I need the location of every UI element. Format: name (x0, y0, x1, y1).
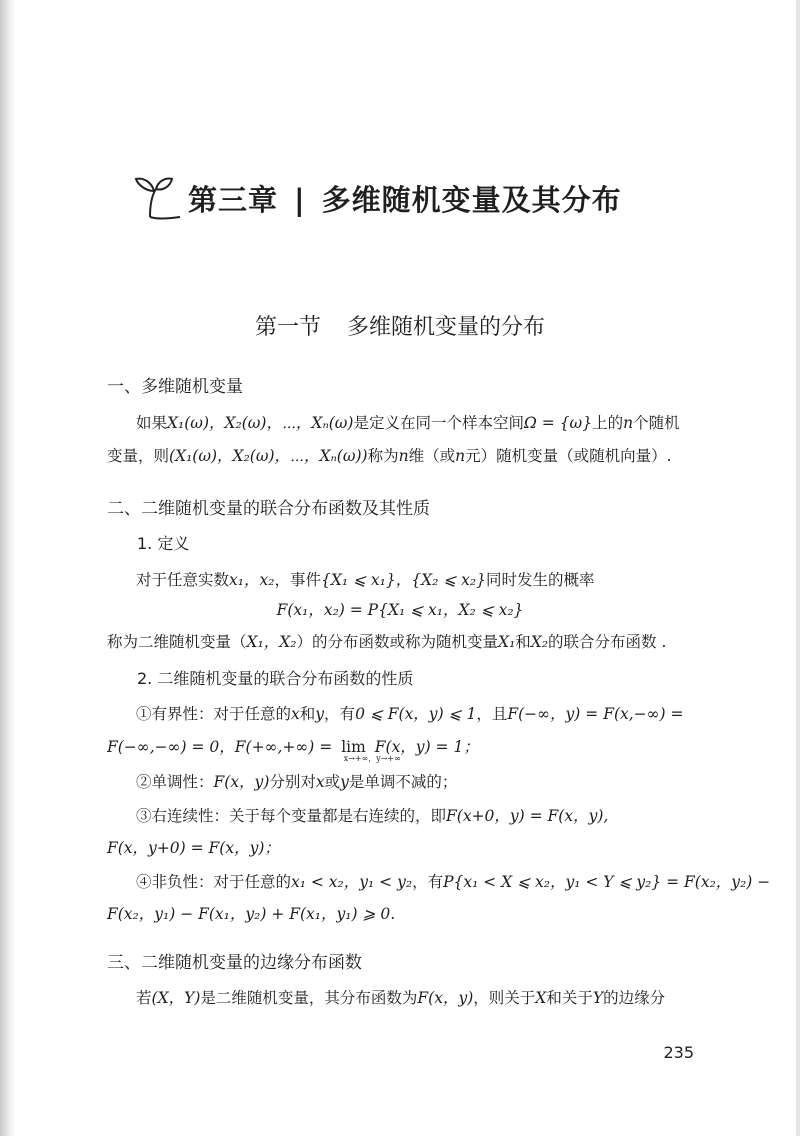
section-title: 多维随机变量的分布 (347, 315, 546, 340)
sprout-icon (132, 173, 184, 223)
intro-line-2: 变量，则(X₁(ω)，X₂(ω)，⋯，Xₙ(ω))称为n维（或n元）随机变量（或随机向量）. (107, 447, 672, 465)
chapter-number: 第三章 (188, 182, 279, 217)
heading-joint-distribution: 二、二维随机变量的联合分布函数及其性质 (107, 499, 430, 519)
subheading-definition: 1. 定义 (137, 534, 190, 553)
page-number: 235 (663, 1043, 694, 1062)
definition-line-3: 称为二维随机变量（X₁，X₂）的分布函数或称为随机变量X₁和X₂的联合分布函数 . (107, 633, 667, 651)
chapter-heading (132, 168, 622, 228)
marginal-line-1: 若(X，Y)是二维随机变量，其分布函数为F(x，y)，则关于X和关于Y的边缘分 (136, 989, 666, 1007)
heading-multivariate-variables: 一、多维随机变量 (107, 377, 243, 397)
property-4-line-1: ④非负性：对于任意的x₁ < x₂，y₁ < y₂，有P{x₁ < X ⩽ x₂，y₁ < Y ⩽ y₂} = F(x₂，y₂) − (136, 873, 771, 891)
chapter-title: 多维随机变量及其分布 (321, 182, 622, 217)
definition-line-1: 对于任意实数x₁，x₂，事件{X₁ ⩽ x₁}，{X₂ ⩽ x₂}同时发生的概率 (136, 571, 595, 589)
property-3-line-2: F(x，y+0) = F(x，y)； (107, 839, 280, 857)
chapter-separator: | (294, 182, 306, 217)
intro-line-1: 如果X₁(ω)，X₂(ω)，⋯，Xₙ(ω)是定义在同一个样本空间Ω = {ω}上的n个随机 (136, 414, 680, 432)
subheading-properties: 2. 二维随机变量的联合分布函数的性质 (137, 669, 414, 688)
property-1-line-2: F(−∞,−∞) = 0，F(+∞,+∞) = lim x→+∞，y→+∞ F(x，y) = 1； (107, 738, 479, 763)
property-4-line-2: F(x₂，y₁) − F(x₁，y₂) + F(x₁，y₁) ⩾ 0. (107, 905, 396, 923)
limit-operator: lim x→+∞，y→+∞ (341, 738, 401, 763)
heading-marginal-distribution: 三、二维随机变量的边缘分布函数 (107, 953, 362, 973)
page-binding-shadow (0, 0, 16, 1136)
section-number: 第一节 (254, 315, 321, 340)
definition-formula: F(x₁，x₂) = P{X₁ ⩽ x₁，X₂ ⩽ x₂} (276, 601, 524, 619)
property-1-line-1: ①有界性：对于任意的x和y，有0 ⩽ F(x，y) ⩽ 1，且F(−∞，y) = F(x,−∞) = (136, 705, 684, 723)
property-2: ②单调性：F(x，y)分别对x或y是单调不减的； (136, 773, 458, 791)
section-heading (0, 310, 800, 341)
page-edge (796, 0, 800, 1136)
property-3-line-1: ③右连续性：关于每个变量都是右连续的，即F(x+0，y) = F(x，y), (136, 807, 609, 825)
